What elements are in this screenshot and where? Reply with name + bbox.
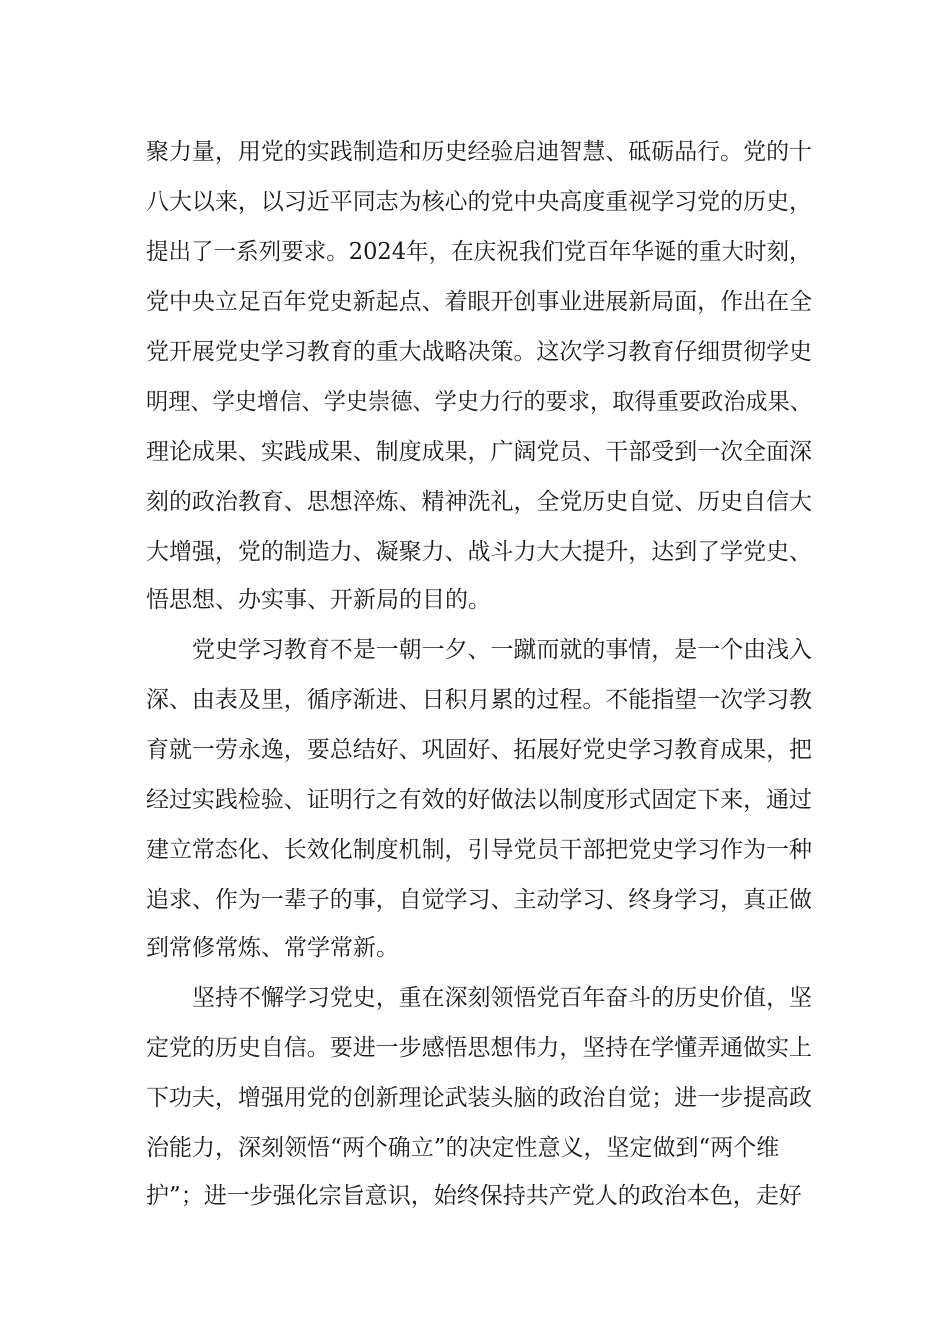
paragraph-1-line-4: 党中央立足百年党史新起点、着眼开创事业进展新局面，作出在全 bbox=[146, 289, 812, 315]
paragraph-3-line-1: 坚持不懈学习党史，重在深刻领悟党百年奋斗的历史价值，坚 bbox=[192, 985, 813, 1011]
paragraph-1-line-1: 聚力量，用党的实践制造和历史经验启迪智慧、砥砺品行。党的十 bbox=[146, 139, 812, 165]
paragraph-1-line-9: 大增强，党的制造力、凝聚力、战斗力大大提升，达到了学党史、 bbox=[146, 539, 812, 565]
paragraph-2-line-3: 育就一劳永逸，要总结好、巩固好、拓展好党史学习教育成果，把 bbox=[146, 737, 812, 763]
paragraph-2-line-4: 经过实践检验、证明行之有效的好做法以制度形式固定下来，通过 bbox=[146, 787, 812, 813]
paragraph-3-line-4: 治能力，深刻领悟“两个确立”的决定性意义，坚定做到“两个维 bbox=[146, 1135, 780, 1161]
paragraph-3-line-3: 下功夫，增强用党的创新理论武装头脑的政治自觉；进一步提高政 bbox=[146, 1085, 812, 1111]
paragraph-1-line-7: 理论成果、实践成果、制度成果，广阔党员、干部受到一次全面深 bbox=[146, 439, 812, 465]
paragraph-1-line-5: 党开展党史学习教育的重大战略决策。这次学习教育仔细贯彻学史 bbox=[146, 339, 812, 365]
paragraph-1-line-10: 悟思想、办实事、开新局的目的。 bbox=[146, 587, 491, 613]
paragraph-1-line-8: 刻的政治教育、思想淬炼、精神洗礼，全党历史自觉、历史自信大 bbox=[146, 489, 812, 515]
paragraph-2-line-1: 党史学习教育不是一朝一夕、一蹴而就的事情，是一个由浅入 bbox=[192, 637, 813, 663]
paragraph-2-line-6: 追求、作为一辈子的事，自觉学习、主动学习、终身学习，真正做 bbox=[146, 887, 812, 913]
paragraph-3-line-5: 护”；进一步强化宗旨意识，始终保持共产党人的政治本色，走好 bbox=[146, 1183, 802, 1209]
paragraph-2-line-5: 建立常态化、长效化制度机制，引导党员干部把党史学习作为一种 bbox=[146, 837, 812, 863]
paragraph-2-line-2: 深、由表及里，循序渐进、日积月累的过程。不能指望一次学习教 bbox=[146, 687, 812, 713]
paragraph-1-line-6: 明理、学史增信、学史崇德、学史力行的要求，取得重要政治成果、 bbox=[146, 389, 812, 415]
paragraph-1-line-3: 提出了一系列要求。2024年，在庆祝我们党百年华诞的重大时刻， bbox=[146, 239, 812, 265]
paragraph-2-line-7: 到常修常炼、常学常新。 bbox=[146, 935, 399, 961]
paragraph-1-line-2: 八大以来，以习近平同志为核心的党中央高度重视学习党的历史， bbox=[146, 189, 812, 215]
paragraph-3-line-2: 定党的历史自信。要进一步感悟思想伟力，坚持在学懂弄通做实上 bbox=[146, 1035, 812, 1061]
